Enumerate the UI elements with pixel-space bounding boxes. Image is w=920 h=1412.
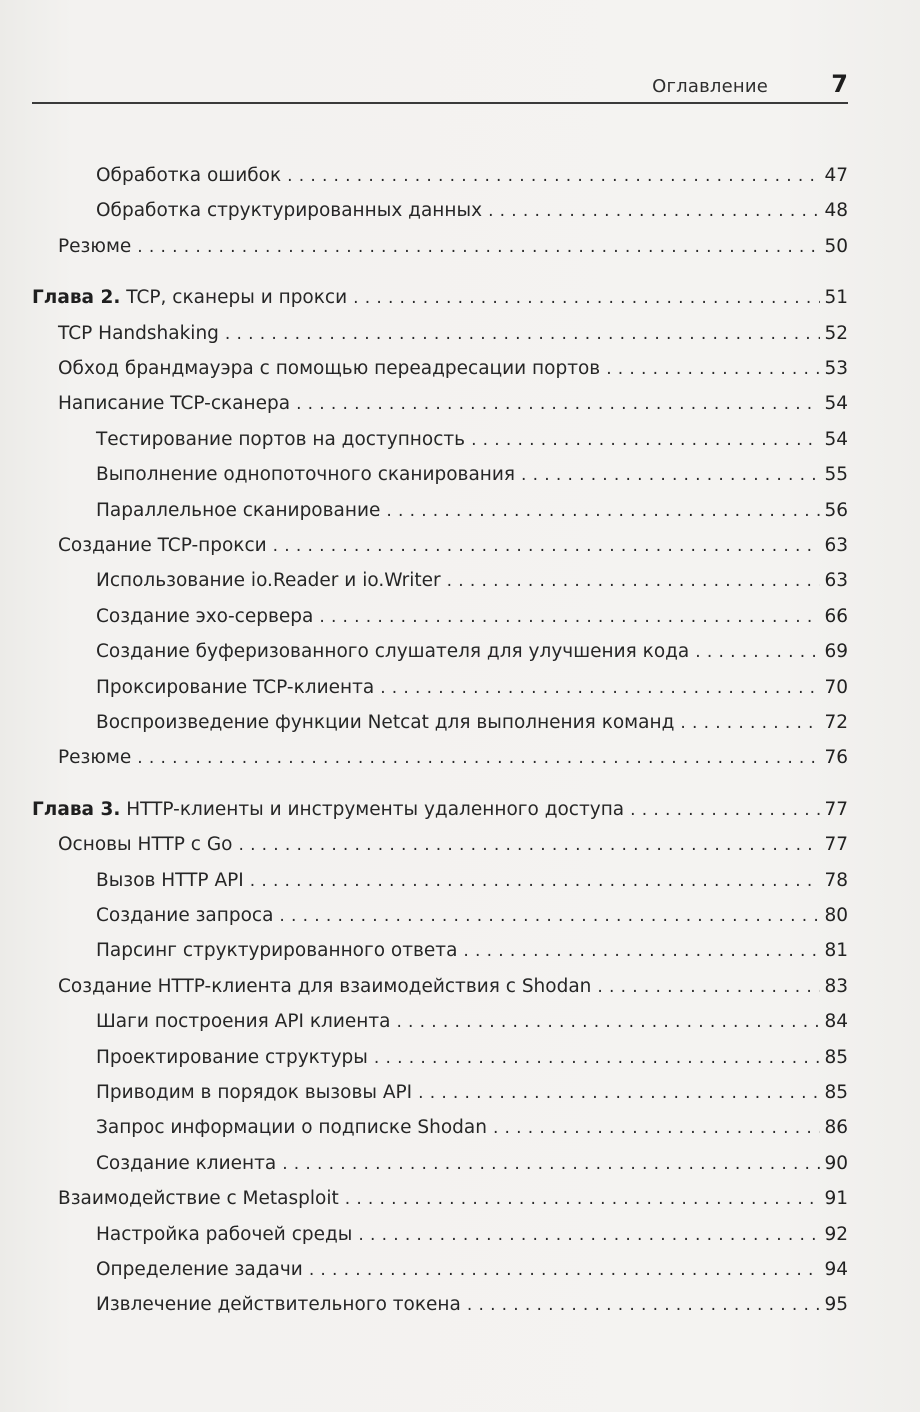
toc-entry-label (32, 280, 347, 315)
toc-entry-title: Создание эхо-сервера (96, 606, 314, 627)
dot-leader (467, 1288, 821, 1323)
toc-entry-title: Создание HTTP-клиента для взаимодействия с Shodan (58, 976, 592, 997)
toc-entry-label (96, 422, 465, 457)
dot-leader (137, 230, 820, 265)
toc-entry-title: Извлечение действительного токена (96, 1294, 461, 1315)
toc-entry-label (58, 1181, 339, 1216)
toc-entry-title: Определение задачи (96, 1259, 303, 1280)
dot-leader (488, 194, 820, 229)
toc-entry-label (96, 1287, 461, 1322)
dot-leader (521, 458, 820, 493)
toc-entry (0, 933, 848, 968)
toc-entry-label (96, 670, 374, 705)
toc-entry (0, 969, 848, 1004)
toc-entry (0, 493, 848, 528)
toc-entry (0, 1110, 848, 1145)
toc-page-number: 95 (824, 1294, 848, 1315)
toc-entry-label (96, 493, 380, 528)
toc-entry (0, 1252, 848, 1287)
dot-leader (447, 564, 821, 599)
toc-entry (0, 316, 848, 351)
toc-entry (0, 898, 848, 933)
running-header (32, 68, 848, 104)
toc-page-number: 51 (824, 287, 848, 308)
toc-entry-label (58, 528, 267, 563)
toc-page-number: 63 (824, 570, 848, 591)
toc-page-number: 54 (824, 393, 848, 414)
dot-leader (358, 1218, 820, 1253)
toc-chapter-entry (0, 792, 848, 827)
dot-leader (353, 281, 820, 316)
toc-entry-title: Обработка ошибок (96, 165, 282, 186)
toc-entry-title: Создание запроса (96, 905, 274, 926)
toc-chapter-prefix: Глава 2. (32, 287, 121, 308)
toc-entry (0, 1040, 848, 1075)
dot-leader (250, 864, 821, 899)
dot-leader (137, 741, 820, 776)
toc-entry-title: TCP Handshaking (58, 323, 219, 344)
toc-page-number: 56 (824, 500, 848, 521)
toc-entry-label (96, 863, 244, 898)
toc-page-number: 54 (824, 429, 848, 450)
toc-page-number: 69 (824, 641, 848, 662)
dot-leader (471, 423, 820, 458)
toc-page-number: 80 (824, 905, 848, 926)
dot-leader (345, 1182, 821, 1217)
dot-leader (463, 934, 820, 969)
toc-entry-label (96, 634, 689, 669)
toc-entry-label (58, 351, 600, 386)
toc-entry-title: Вызов HTTP API (96, 870, 244, 891)
toc-page-number: 78 (824, 870, 848, 891)
toc-entry-title: Парсинг структурированного ответа (96, 940, 458, 961)
toc-page-number: 91 (824, 1188, 848, 1209)
dot-leader (296, 387, 820, 422)
dot-leader (680, 706, 820, 741)
toc-entry (0, 563, 848, 598)
toc-page-number: 84 (824, 1011, 848, 1032)
toc-entry-label (96, 933, 457, 968)
toc-entry (0, 528, 848, 563)
toc-page-number: 76 (824, 747, 848, 768)
toc-entry-title: Настройка рабочей среды (96, 1224, 353, 1245)
toc-entry-title: TCP, сканеры и прокси (126, 287, 348, 308)
toc-entry-title: Резюме (58, 236, 132, 257)
toc-entry-label (32, 792, 624, 827)
toc-entry-label (96, 193, 482, 228)
toc-entry (0, 1075, 848, 1110)
toc-entry-label (96, 898, 273, 933)
toc-page-number: 63 (824, 535, 848, 556)
toc-page-number: 70 (824, 677, 848, 698)
toc-entry (0, 634, 848, 669)
toc-entry (0, 670, 848, 705)
toc-chapter-entry (0, 280, 848, 315)
toc-page-number: 90 (824, 1153, 848, 1174)
toc-entry (0, 386, 848, 421)
toc-entry-title: Параллельное сканирование (96, 500, 381, 521)
header-title: Оглавление (652, 76, 768, 97)
toc-page-number: 72 (824, 712, 848, 733)
toc-entry-title: Написание TCP-сканера (58, 393, 291, 414)
toc-entry (0, 705, 848, 740)
toc-entry-label (96, 1252, 303, 1287)
toc-entry (0, 1217, 848, 1252)
toc-entry (0, 1287, 848, 1322)
dot-leader (238, 828, 820, 863)
toc-entry-label (96, 1075, 412, 1110)
toc-page-number: 92 (824, 1224, 848, 1245)
toc-entry-label (58, 316, 219, 351)
toc-entry-title: Использование io.Reader и io.Writer (96, 570, 441, 591)
toc-entry-label (58, 969, 591, 1004)
toc-entry-title: Проксирование TCP-клиента (96, 677, 375, 698)
toc-entry-title: Шаги построения API клиента (96, 1011, 391, 1032)
toc-page-number: 77 (824, 799, 848, 820)
toc-entry-title: Запрос информации о подписке Shodan (96, 1117, 487, 1138)
toc-entry-label (58, 229, 131, 264)
toc-entry (0, 1004, 848, 1039)
toc-page-number: 85 (824, 1082, 848, 1103)
header-page-number: 7 (831, 70, 848, 98)
toc-page-number: 53 (824, 358, 848, 379)
toc-chapter-prefix: Глава 3. (32, 799, 121, 820)
toc-entry-label (58, 827, 232, 862)
toc-entry (0, 863, 848, 898)
toc-entry-title: Приводим в порядок вызовы API (96, 1082, 413, 1103)
toc-page-number: 85 (824, 1047, 848, 1068)
dot-leader (396, 1005, 820, 1040)
dot-leader (606, 352, 820, 387)
toc-entry-label (96, 1040, 368, 1075)
toc-entry-label (96, 705, 674, 740)
toc-entry (0, 1181, 848, 1216)
toc-page-number: 55 (824, 464, 848, 485)
toc-entry-title: Создание TCP-прокси (58, 535, 267, 556)
toc-entry-label (96, 1146, 276, 1181)
toc-entry-title: Основы HTTP с Go (58, 834, 233, 855)
toc-entry-title: Создание буферизованного слушателя для улучшения кода (96, 641, 690, 662)
dot-leader (309, 1253, 821, 1288)
toc-entry (0, 827, 848, 862)
dot-leader (225, 317, 821, 352)
dot-leader (282, 1147, 820, 1182)
toc-entry-title: HTTP-клиенты и инструменты удаленного доступа (126, 799, 625, 820)
toc-entry-title: Проектирование структуры (96, 1047, 368, 1068)
toc-page-number: 48 (824, 200, 848, 221)
toc-entry-title: Взаимодействие с Metasploit (58, 1188, 339, 1209)
dot-leader (597, 970, 820, 1005)
toc-page-number: 94 (824, 1259, 848, 1280)
dot-leader (273, 529, 821, 564)
toc-page-number: 66 (824, 606, 848, 627)
toc-entry-title: Воспроизведение функции Netcat для выполнения команд (96, 712, 675, 733)
toc-entry-title: Резюме (58, 747, 132, 768)
toc-entry (0, 740, 848, 775)
toc-entry-title: Создание клиента (96, 1153, 277, 1174)
dot-leader (374, 1041, 821, 1076)
toc-entry (0, 193, 848, 228)
dot-leader (279, 899, 820, 934)
toc-entry-label (96, 563, 441, 598)
toc-entry-label (58, 386, 290, 421)
toc-entry-label (96, 1217, 352, 1252)
toc-entry-label (96, 599, 313, 634)
toc-entry (0, 457, 848, 492)
toc-entry-label (96, 158, 281, 193)
dot-leader (319, 600, 820, 635)
toc-entry-label (96, 1110, 487, 1145)
toc-page-number: 50 (824, 236, 848, 257)
toc-entry (0, 1146, 848, 1181)
dot-leader (695, 635, 820, 670)
toc-entry (0, 229, 848, 264)
toc-entry-title: Обработка структурированных данных (96, 200, 483, 221)
toc-entry (0, 158, 848, 193)
toc-entry-title: Тестирование портов на доступность (96, 429, 466, 450)
toc-entry-label (96, 1004, 390, 1039)
dot-leader (630, 793, 820, 828)
toc-entry (0, 351, 848, 386)
dot-leader (287, 159, 820, 194)
toc-page-number: 47 (824, 165, 848, 186)
toc-entry-title: Выполнение однопоточного сканирования (96, 464, 516, 485)
dot-leader (380, 671, 820, 706)
toc-page-number: 86 (824, 1117, 848, 1138)
toc-entry (0, 422, 848, 457)
dot-leader (386, 494, 820, 529)
dot-leader (418, 1076, 820, 1111)
toc-page-number: 77 (824, 834, 848, 855)
dot-leader (493, 1111, 821, 1146)
toc-entry-label (96, 457, 515, 492)
toc-entry (0, 599, 848, 634)
toc-entry-title: Обход брандмауэра с помощью переадресации портов (58, 358, 601, 379)
toc-page-number: 81 (824, 940, 848, 961)
toc-entry-label (58, 740, 131, 775)
toc-page-number: 83 (824, 976, 848, 997)
toc-page-number: 52 (824, 323, 848, 344)
